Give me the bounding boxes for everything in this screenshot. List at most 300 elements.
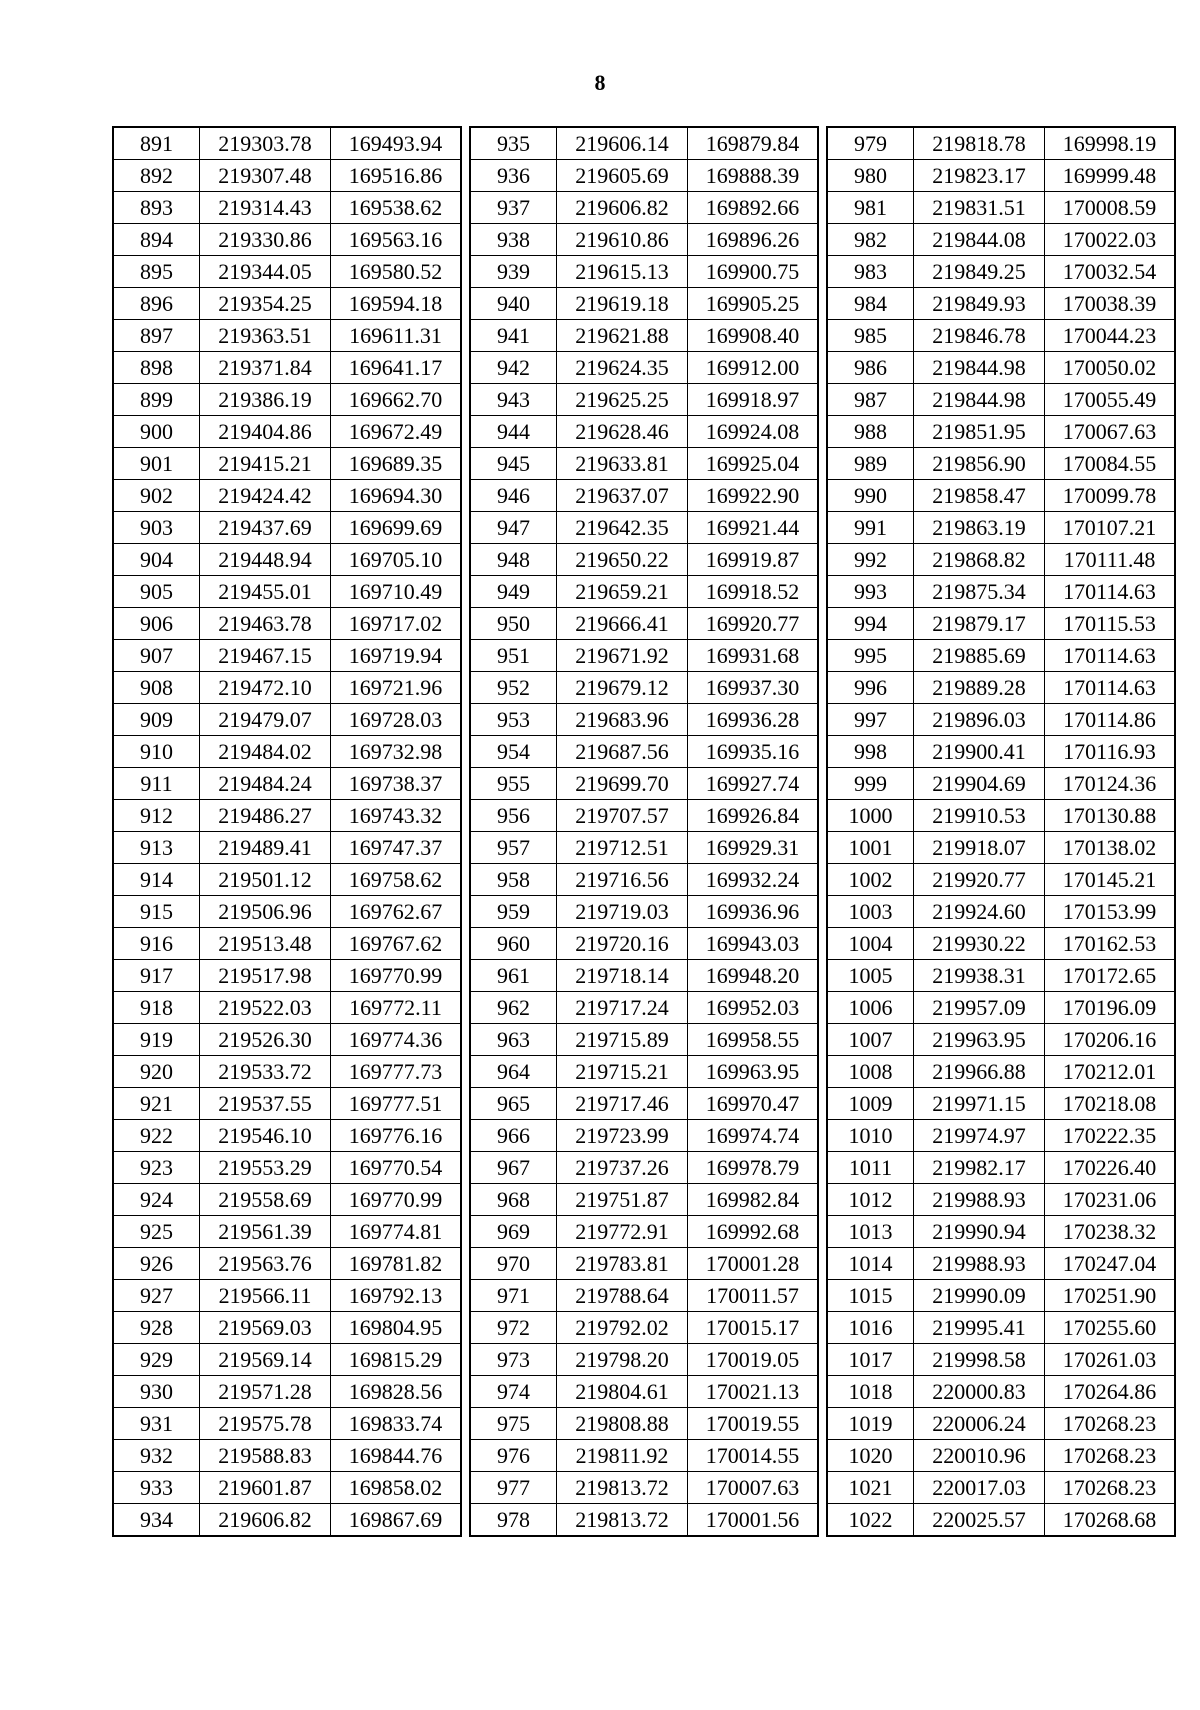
x-coordinate-cell: 219844.98 bbox=[914, 352, 1045, 384]
point-number-cell: 1000 bbox=[827, 800, 914, 832]
y-coordinate-cell: 169999.48 bbox=[1045, 160, 1176, 192]
x-coordinate-cell: 219718.14 bbox=[557, 960, 688, 992]
table-row bbox=[827, 1312, 1175, 1344]
point-number-cell: 932 bbox=[113, 1440, 200, 1472]
table-row bbox=[470, 320, 818, 352]
table-row bbox=[827, 1280, 1175, 1312]
point-number-cell: 900 bbox=[113, 416, 200, 448]
y-coordinate-cell: 169905.25 bbox=[688, 288, 819, 320]
table-row bbox=[827, 1056, 1175, 1088]
x-coordinate-cell: 219463.78 bbox=[200, 608, 331, 640]
table-row bbox=[827, 960, 1175, 992]
point-number-cell: 918 bbox=[113, 992, 200, 1024]
table-row bbox=[113, 1024, 461, 1056]
x-coordinate-cell: 219666.41 bbox=[557, 608, 688, 640]
x-coordinate-cell: 219517.98 bbox=[200, 960, 331, 992]
point-number-cell: 980 bbox=[827, 160, 914, 192]
y-coordinate-cell: 170001.28 bbox=[688, 1248, 819, 1280]
point-number-cell: 893 bbox=[113, 192, 200, 224]
table-row bbox=[113, 1440, 461, 1472]
table-row bbox=[470, 1024, 818, 1056]
x-coordinate-cell: 219995.41 bbox=[914, 1312, 1045, 1344]
point-number-cell: 983 bbox=[827, 256, 914, 288]
y-coordinate-cell: 169662.70 bbox=[331, 384, 462, 416]
x-coordinate-cell: 219371.84 bbox=[200, 352, 331, 384]
point-number-cell: 949 bbox=[470, 576, 557, 608]
table-row bbox=[827, 928, 1175, 960]
y-coordinate-cell: 169776.16 bbox=[331, 1120, 462, 1152]
y-coordinate-cell: 169516.86 bbox=[331, 160, 462, 192]
x-coordinate-cell: 219506.96 bbox=[200, 896, 331, 928]
x-coordinate-cell: 219717.46 bbox=[557, 1088, 688, 1120]
point-number-cell: 992 bbox=[827, 544, 914, 576]
table-row bbox=[470, 864, 818, 896]
point-number-cell: 962 bbox=[470, 992, 557, 1024]
y-coordinate-cell: 169611.31 bbox=[331, 320, 462, 352]
table-row bbox=[113, 416, 461, 448]
y-coordinate-cell: 170261.03 bbox=[1045, 1344, 1176, 1376]
y-coordinate-cell: 169641.17 bbox=[331, 352, 462, 384]
point-number-cell: 994 bbox=[827, 608, 914, 640]
x-coordinate-cell: 219858.47 bbox=[914, 480, 1045, 512]
x-coordinate-cell: 219974.97 bbox=[914, 1120, 1045, 1152]
y-coordinate-cell: 169879.84 bbox=[688, 127, 819, 160]
point-number-cell: 948 bbox=[470, 544, 557, 576]
x-coordinate-cell: 219798.20 bbox=[557, 1344, 688, 1376]
y-coordinate-cell: 170172.65 bbox=[1045, 960, 1176, 992]
table-row bbox=[827, 672, 1175, 704]
x-coordinate-cell: 219868.82 bbox=[914, 544, 1045, 576]
x-coordinate-cell: 219489.41 bbox=[200, 832, 331, 864]
y-coordinate-cell: 170038.39 bbox=[1045, 288, 1176, 320]
x-coordinate-cell: 219957.09 bbox=[914, 992, 1045, 1024]
point-number-cell: 967 bbox=[470, 1152, 557, 1184]
x-coordinate-cell: 219792.02 bbox=[557, 1312, 688, 1344]
table-row bbox=[470, 1120, 818, 1152]
x-coordinate-cell: 219856.90 bbox=[914, 448, 1045, 480]
point-number-cell: 895 bbox=[113, 256, 200, 288]
x-coordinate-cell: 219404.86 bbox=[200, 416, 331, 448]
x-coordinate-cell: 219619.18 bbox=[557, 288, 688, 320]
table-row bbox=[470, 160, 818, 192]
x-coordinate-cell: 219875.34 bbox=[914, 576, 1045, 608]
table-row bbox=[827, 1120, 1175, 1152]
x-coordinate-cell: 219455.01 bbox=[200, 576, 331, 608]
table-row bbox=[827, 1376, 1175, 1408]
point-number-cell: 929 bbox=[113, 1344, 200, 1376]
x-coordinate-cell: 219537.55 bbox=[200, 1088, 331, 1120]
y-coordinate-cell: 170067.63 bbox=[1045, 416, 1176, 448]
x-coordinate-cell: 219938.31 bbox=[914, 960, 1045, 992]
point-number-cell: 998 bbox=[827, 736, 914, 768]
table-row bbox=[827, 320, 1175, 352]
y-coordinate-cell: 169781.82 bbox=[331, 1248, 462, 1280]
x-coordinate-cell: 219501.12 bbox=[200, 864, 331, 896]
table-row bbox=[827, 224, 1175, 256]
point-number-cell: 963 bbox=[470, 1024, 557, 1056]
x-coordinate-cell: 219303.78 bbox=[200, 127, 331, 160]
x-coordinate-cell: 219513.48 bbox=[200, 928, 331, 960]
table-row bbox=[113, 864, 461, 896]
x-coordinate-cell: 219354.25 bbox=[200, 288, 331, 320]
table-row bbox=[113, 1312, 461, 1344]
x-coordinate-cell: 219526.30 bbox=[200, 1024, 331, 1056]
point-number-cell: 1004 bbox=[827, 928, 914, 960]
point-number-cell: 1003 bbox=[827, 896, 914, 928]
table-row bbox=[113, 704, 461, 736]
point-number-cell: 990 bbox=[827, 480, 914, 512]
x-coordinate-cell: 219569.03 bbox=[200, 1312, 331, 1344]
y-coordinate-cell: 169833.74 bbox=[331, 1408, 462, 1440]
point-number-cell: 936 bbox=[470, 160, 557, 192]
x-coordinate-cell: 219783.81 bbox=[557, 1248, 688, 1280]
point-number-cell: 997 bbox=[827, 704, 914, 736]
point-number-cell: 908 bbox=[113, 672, 200, 704]
y-coordinate-cell: 170007.63 bbox=[688, 1472, 819, 1504]
x-coordinate-cell: 219424.42 bbox=[200, 480, 331, 512]
point-number-cell: 1005 bbox=[827, 960, 914, 992]
x-coordinate-cell: 220010.96 bbox=[914, 1440, 1045, 1472]
x-coordinate-cell: 219363.51 bbox=[200, 320, 331, 352]
point-number-cell: 950 bbox=[470, 608, 557, 640]
y-coordinate-cell: 169935.16 bbox=[688, 736, 819, 768]
coordinate-table-1 bbox=[112, 126, 462, 1537]
x-coordinate-cell: 219918.07 bbox=[914, 832, 1045, 864]
page-number: 8 bbox=[594, 70, 606, 95]
table-row bbox=[113, 1248, 461, 1280]
point-number-cell: 965 bbox=[470, 1088, 557, 1120]
point-number-cell: 943 bbox=[470, 384, 557, 416]
table-row bbox=[113, 1376, 461, 1408]
point-number-cell: 996 bbox=[827, 672, 914, 704]
table-row bbox=[470, 127, 818, 160]
y-coordinate-cell: 169927.74 bbox=[688, 768, 819, 800]
x-coordinate-cell: 219715.21 bbox=[557, 1056, 688, 1088]
x-coordinate-cell: 219386.19 bbox=[200, 384, 331, 416]
y-coordinate-cell: 169721.96 bbox=[331, 672, 462, 704]
x-coordinate-cell: 219737.26 bbox=[557, 1152, 688, 1184]
table-row bbox=[827, 736, 1175, 768]
x-coordinate-cell: 219314.43 bbox=[200, 192, 331, 224]
y-coordinate-cell: 169982.84 bbox=[688, 1184, 819, 1216]
y-coordinate-cell: 170115.53 bbox=[1045, 608, 1176, 640]
x-coordinate-cell: 219330.86 bbox=[200, 224, 331, 256]
table-row bbox=[470, 288, 818, 320]
y-coordinate-cell: 170247.04 bbox=[1045, 1248, 1176, 1280]
y-coordinate-cell: 169710.49 bbox=[331, 576, 462, 608]
y-coordinate-cell: 170138.02 bbox=[1045, 832, 1176, 864]
point-number-cell: 970 bbox=[470, 1248, 557, 1280]
y-coordinate-cell: 169762.67 bbox=[331, 896, 462, 928]
table-row bbox=[827, 512, 1175, 544]
y-coordinate-cell: 169918.52 bbox=[688, 576, 819, 608]
x-coordinate-cell: 219988.93 bbox=[914, 1248, 1045, 1280]
y-coordinate-cell: 170055.49 bbox=[1045, 384, 1176, 416]
table-row bbox=[470, 352, 818, 384]
x-coordinate-cell: 219988.93 bbox=[914, 1184, 1045, 1216]
table-row bbox=[470, 192, 818, 224]
table-row bbox=[113, 928, 461, 960]
table-row bbox=[470, 576, 818, 608]
table-row bbox=[470, 768, 818, 800]
point-number-cell: 993 bbox=[827, 576, 914, 608]
point-number-cell: 894 bbox=[113, 224, 200, 256]
y-coordinate-cell: 170251.90 bbox=[1045, 1280, 1176, 1312]
x-coordinate-cell: 219659.21 bbox=[557, 576, 688, 608]
point-number-cell: 979 bbox=[827, 127, 914, 160]
y-coordinate-cell: 169844.76 bbox=[331, 1440, 462, 1472]
y-coordinate-cell: 170218.08 bbox=[1045, 1088, 1176, 1120]
x-coordinate-cell: 220006.24 bbox=[914, 1408, 1045, 1440]
y-coordinate-cell: 169719.94 bbox=[331, 640, 462, 672]
table-row bbox=[470, 544, 818, 576]
x-coordinate-cell: 219712.51 bbox=[557, 832, 688, 864]
y-coordinate-cell: 170044.23 bbox=[1045, 320, 1176, 352]
point-number-cell: 930 bbox=[113, 1376, 200, 1408]
point-number-cell: 939 bbox=[470, 256, 557, 288]
table-row bbox=[113, 1344, 461, 1376]
table-row bbox=[113, 1408, 461, 1440]
y-coordinate-cell: 169804.95 bbox=[331, 1312, 462, 1344]
y-coordinate-cell: 169538.62 bbox=[331, 192, 462, 224]
y-coordinate-cell: 169770.54 bbox=[331, 1152, 462, 1184]
table-row bbox=[470, 1504, 818, 1537]
table-row bbox=[470, 1248, 818, 1280]
x-coordinate-cell: 219467.15 bbox=[200, 640, 331, 672]
y-coordinate-cell: 170206.16 bbox=[1045, 1024, 1176, 1056]
table-row bbox=[113, 1280, 461, 1312]
y-coordinate-cell: 169694.30 bbox=[331, 480, 462, 512]
x-coordinate-cell: 219571.28 bbox=[200, 1376, 331, 1408]
point-number-cell: 1014 bbox=[827, 1248, 914, 1280]
y-coordinate-cell: 170022.03 bbox=[1045, 224, 1176, 256]
y-coordinate-cell: 170114.63 bbox=[1045, 672, 1176, 704]
point-number-cell: 955 bbox=[470, 768, 557, 800]
point-number-cell: 940 bbox=[470, 288, 557, 320]
y-coordinate-cell: 170099.78 bbox=[1045, 480, 1176, 512]
x-coordinate-cell: 219716.56 bbox=[557, 864, 688, 896]
x-coordinate-cell: 219924.60 bbox=[914, 896, 1045, 928]
x-coordinate-cell: 219566.11 bbox=[200, 1280, 331, 1312]
y-coordinate-cell: 169774.36 bbox=[331, 1024, 462, 1056]
x-coordinate-cell: 219849.25 bbox=[914, 256, 1045, 288]
table-row bbox=[827, 256, 1175, 288]
x-coordinate-cell: 219751.87 bbox=[557, 1184, 688, 1216]
x-coordinate-cell: 219788.64 bbox=[557, 1280, 688, 1312]
table-row bbox=[113, 288, 461, 320]
table-row bbox=[113, 1088, 461, 1120]
y-coordinate-cell: 169918.97 bbox=[688, 384, 819, 416]
table-row bbox=[470, 448, 818, 480]
y-coordinate-cell: 170162.53 bbox=[1045, 928, 1176, 960]
x-coordinate-cell: 219610.86 bbox=[557, 224, 688, 256]
table-row bbox=[470, 896, 818, 928]
x-coordinate-cell: 219707.57 bbox=[557, 800, 688, 832]
table-row bbox=[470, 640, 818, 672]
table-row bbox=[827, 768, 1175, 800]
y-coordinate-cell: 170212.01 bbox=[1045, 1056, 1176, 1088]
y-coordinate-cell: 169792.13 bbox=[331, 1280, 462, 1312]
table-row bbox=[827, 127, 1175, 160]
y-coordinate-cell: 170008.59 bbox=[1045, 192, 1176, 224]
x-coordinate-cell: 219823.17 bbox=[914, 160, 1045, 192]
table-row bbox=[827, 640, 1175, 672]
point-number-cell: 985 bbox=[827, 320, 914, 352]
y-coordinate-cell: 170130.88 bbox=[1045, 800, 1176, 832]
point-number-cell: 921 bbox=[113, 1088, 200, 1120]
point-number-cell: 942 bbox=[470, 352, 557, 384]
x-coordinate-cell: 219637.07 bbox=[557, 480, 688, 512]
table-row bbox=[827, 992, 1175, 1024]
table-row bbox=[470, 736, 818, 768]
point-number-cell: 931 bbox=[113, 1408, 200, 1440]
table-row bbox=[827, 1088, 1175, 1120]
x-coordinate-cell: 219533.72 bbox=[200, 1056, 331, 1088]
point-number-cell: 968 bbox=[470, 1184, 557, 1216]
y-coordinate-cell: 169743.32 bbox=[331, 800, 462, 832]
y-coordinate-cell: 169932.24 bbox=[688, 864, 819, 896]
y-coordinate-cell: 169943.03 bbox=[688, 928, 819, 960]
x-coordinate-cell: 219486.27 bbox=[200, 800, 331, 832]
point-number-cell: 1018 bbox=[827, 1376, 914, 1408]
x-coordinate-cell: 219717.24 bbox=[557, 992, 688, 1024]
table-row bbox=[470, 1184, 818, 1216]
table-row bbox=[113, 480, 461, 512]
point-number-cell: 957 bbox=[470, 832, 557, 864]
table-row bbox=[470, 1312, 818, 1344]
point-number-cell: 1012 bbox=[827, 1184, 914, 1216]
x-coordinate-cell: 219715.89 bbox=[557, 1024, 688, 1056]
table-row bbox=[470, 704, 818, 736]
point-number-cell: 956 bbox=[470, 800, 557, 832]
y-coordinate-cell: 169978.79 bbox=[688, 1152, 819, 1184]
table-row bbox=[113, 448, 461, 480]
y-coordinate-cell: 169936.96 bbox=[688, 896, 819, 928]
table-row bbox=[113, 736, 461, 768]
point-number-cell: 1022 bbox=[827, 1504, 914, 1537]
y-coordinate-cell: 169580.52 bbox=[331, 256, 462, 288]
point-number-cell: 976 bbox=[470, 1440, 557, 1472]
x-coordinate-cell: 219844.98 bbox=[914, 384, 1045, 416]
y-coordinate-cell: 170084.55 bbox=[1045, 448, 1176, 480]
point-number-cell: 896 bbox=[113, 288, 200, 320]
y-coordinate-cell: 170114.63 bbox=[1045, 640, 1176, 672]
x-coordinate-cell: 219879.17 bbox=[914, 608, 1045, 640]
point-number-cell: 988 bbox=[827, 416, 914, 448]
point-number-cell: 999 bbox=[827, 768, 914, 800]
y-coordinate-cell: 169717.02 bbox=[331, 608, 462, 640]
point-number-cell: 986 bbox=[827, 352, 914, 384]
x-coordinate-cell: 219811.92 bbox=[557, 1440, 688, 1472]
point-number-cell: 1019 bbox=[827, 1408, 914, 1440]
table-row bbox=[113, 640, 461, 672]
table-row bbox=[113, 608, 461, 640]
x-coordinate-cell: 219671.92 bbox=[557, 640, 688, 672]
table-row bbox=[827, 1408, 1175, 1440]
y-coordinate-cell: 169926.84 bbox=[688, 800, 819, 832]
x-coordinate-cell: 219804.61 bbox=[557, 1376, 688, 1408]
y-coordinate-cell: 170238.32 bbox=[1045, 1216, 1176, 1248]
x-coordinate-cell: 219683.96 bbox=[557, 704, 688, 736]
table-row bbox=[113, 1120, 461, 1152]
x-coordinate-cell: 219719.03 bbox=[557, 896, 688, 928]
x-coordinate-cell: 219723.99 bbox=[557, 1120, 688, 1152]
table-row bbox=[470, 224, 818, 256]
table-row bbox=[470, 928, 818, 960]
table-row bbox=[827, 448, 1175, 480]
point-number-cell: 901 bbox=[113, 448, 200, 480]
x-coordinate-cell: 219575.78 bbox=[200, 1408, 331, 1440]
y-coordinate-cell: 169900.75 bbox=[688, 256, 819, 288]
x-coordinate-cell: 219448.94 bbox=[200, 544, 331, 576]
y-coordinate-cell: 169867.69 bbox=[331, 1504, 462, 1537]
table-row bbox=[113, 672, 461, 704]
y-coordinate-cell: 169896.26 bbox=[688, 224, 819, 256]
y-coordinate-cell: 169563.16 bbox=[331, 224, 462, 256]
table-row bbox=[827, 864, 1175, 896]
point-number-cell: 912 bbox=[113, 800, 200, 832]
table-row bbox=[827, 1152, 1175, 1184]
y-coordinate-cell: 170268.23 bbox=[1045, 1440, 1176, 1472]
x-coordinate-cell: 219484.24 bbox=[200, 768, 331, 800]
y-coordinate-cell: 169970.47 bbox=[688, 1088, 819, 1120]
y-coordinate-cell: 169908.40 bbox=[688, 320, 819, 352]
y-coordinate-cell: 169929.31 bbox=[688, 832, 819, 864]
point-number-cell: 925 bbox=[113, 1216, 200, 1248]
x-coordinate-cell: 219601.87 bbox=[200, 1472, 331, 1504]
x-coordinate-cell: 219553.29 bbox=[200, 1152, 331, 1184]
y-coordinate-cell: 169952.03 bbox=[688, 992, 819, 1024]
table-row bbox=[827, 352, 1175, 384]
x-coordinate-cell: 219889.28 bbox=[914, 672, 1045, 704]
y-coordinate-cell: 169738.37 bbox=[331, 768, 462, 800]
point-number-cell: 897 bbox=[113, 320, 200, 352]
point-number-cell: 973 bbox=[470, 1344, 557, 1376]
table-row bbox=[113, 992, 461, 1024]
point-number-cell: 946 bbox=[470, 480, 557, 512]
point-number-cell: 989 bbox=[827, 448, 914, 480]
table-row bbox=[113, 320, 461, 352]
x-coordinate-cell: 219720.16 bbox=[557, 928, 688, 960]
point-number-cell: 924 bbox=[113, 1184, 200, 1216]
x-coordinate-cell: 219966.88 bbox=[914, 1056, 1045, 1088]
y-coordinate-cell: 169594.18 bbox=[331, 288, 462, 320]
table-row bbox=[470, 256, 818, 288]
table-row bbox=[113, 1056, 461, 1088]
point-number-cell: 907 bbox=[113, 640, 200, 672]
point-number-cell: 899 bbox=[113, 384, 200, 416]
table-row bbox=[113, 768, 461, 800]
table-row bbox=[113, 800, 461, 832]
y-coordinate-cell: 170231.06 bbox=[1045, 1184, 1176, 1216]
y-coordinate-cell: 169828.56 bbox=[331, 1376, 462, 1408]
y-coordinate-cell: 170264.86 bbox=[1045, 1376, 1176, 1408]
table-row bbox=[470, 832, 818, 864]
table-row bbox=[827, 480, 1175, 512]
y-coordinate-cell: 170153.99 bbox=[1045, 896, 1176, 928]
table-row bbox=[827, 704, 1175, 736]
x-coordinate-cell: 219998.58 bbox=[914, 1344, 1045, 1376]
point-number-cell: 972 bbox=[470, 1312, 557, 1344]
x-coordinate-cell: 219885.69 bbox=[914, 640, 1045, 672]
point-number-cell: 906 bbox=[113, 608, 200, 640]
y-coordinate-cell: 169772.11 bbox=[331, 992, 462, 1024]
x-coordinate-cell: 219628.46 bbox=[557, 416, 688, 448]
point-number-cell: 961 bbox=[470, 960, 557, 992]
x-coordinate-cell: 220000.83 bbox=[914, 1376, 1045, 1408]
table-row bbox=[470, 1056, 818, 1088]
point-number-cell: 898 bbox=[113, 352, 200, 384]
